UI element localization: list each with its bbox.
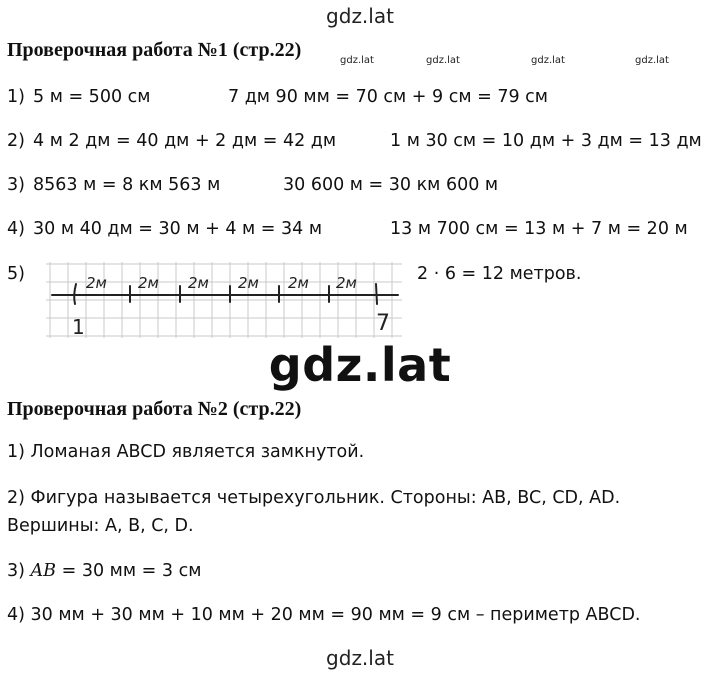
work2-line3-prefix: 3) [7,561,25,581]
work1-item3-right: 30 600 м = 30 км 600 м [283,175,499,195]
work1-item2-label: 2) [7,131,25,151]
work2-line4: 4) 30 мм + 30 мм + 10 мм + 20 мм = 90 мм = 9 см – периметр ABCD. [7,605,641,625]
work1-item1-left: 5 м = 500 см [33,87,151,107]
work1-item4-left: 30 м 40 дм = 30 м + 4 м = 34 м [33,219,323,239]
segment-label: 2м [288,274,309,292]
work2-line1: 1) Ломаная ABCD является замкнутой. [7,442,365,462]
segment-label: 2м [138,274,159,292]
segment-start-label: 1 [72,315,85,339]
watermark-big: gdz.lat [268,338,452,392]
segment-end-label: 7 [376,311,390,336]
work2-line3 [7,561,201,581]
watermark-small: gdz.lat [340,55,374,66]
work2-line2b: Вершины: A, B, C, D. [7,516,194,536]
watermark-small: gdz.lat [531,55,565,66]
work2-line2a: 2) Фигура называется четырехугольник. Стороны: AB, BC, CD, AD. [7,488,621,508]
segment-labels [72,274,390,339]
work1-item4-right: 13 м 700 см = 13 м + 7 м = 20 м [390,219,688,239]
work1-item5-answer: 2 · 6 = 12 метров. [417,264,582,284]
work2-line3-variable: AB [30,561,57,581]
work1-item3-left: 8563 м = 8 км 563 м [33,175,221,195]
watermark-small: gdz.lat [635,55,669,66]
segment-label: 2м [86,274,107,292]
work1-item4-label: 4) [7,219,25,239]
work2-title: Проверочная работа №2 (стр.22) [7,398,302,420]
segment-label: 2м [238,274,259,292]
watermark-small: gdz.lat [426,55,460,66]
segment-grid-drawing [46,262,406,340]
watermark-bottom: gdz.lat [326,646,394,670]
work1-item1-label: 1) [7,87,25,107]
segment-label: 2м [188,274,209,292]
work1-item1-right: 7 дм 90 мм = 70 см + 9 см = 79 см [228,87,548,107]
segment-label: 2м [336,274,357,292]
work1-item2-right: 1 м 30 см = 10 дм + 3 дм = 13 дм [390,131,702,151]
work1-title: Проверочная работа №1 (стр.22) [7,39,302,61]
work2-line3-rest: = 30 мм = 3 см [61,561,202,581]
work1-item2-left: 4 м 2 дм = 40 дм + 2 дм = 42 дм [33,131,337,151]
work1-item5-label: 5) [7,264,25,284]
work1-item3-label: 3) [7,175,25,195]
watermark-top: gdz.lat [326,4,394,28]
